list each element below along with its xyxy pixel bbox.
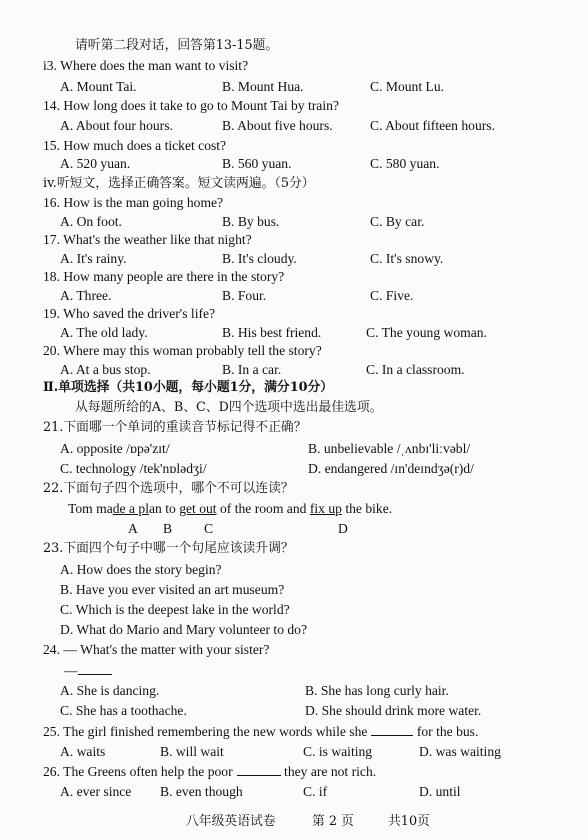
option-d: D. endangered /ɪn'deɪndʒə(r)d/ xyxy=(308,461,474,476)
sentence-part: the bike. xyxy=(341,501,393,516)
option-b: B. She has long curly hair. xyxy=(305,683,449,698)
option-a: A. She is dancing. xyxy=(60,683,160,698)
footer-page: 第 2 页 xyxy=(312,814,354,829)
option-d: D. What do Mario and Mary volunteer to do? xyxy=(60,622,308,637)
answer-blank xyxy=(237,763,281,776)
option-c: C. The young woman. xyxy=(366,325,487,340)
option-c: C. In a classroom. xyxy=(366,362,465,377)
option-b: B. unbelievable /ˌʌnbɪ'liːvəbl/ xyxy=(308,441,471,456)
question-19-stem: 19. Who saved the driver's life? xyxy=(43,306,216,321)
question-13-stem: i3. Where does the man want to visit? xyxy=(43,58,249,73)
option-c: C. if xyxy=(303,784,328,799)
section-ii-heading: Ⅱ.单项选择（共10小题，每小题1分，满分10分） xyxy=(43,380,334,395)
question-24-stem: 24. — What's the matter with your sister? xyxy=(43,642,270,657)
sentence-part: Tom ma xyxy=(68,501,113,516)
sentence-part: an to xyxy=(148,501,180,516)
reply-dash: — xyxy=(64,663,78,678)
option-a: A. The old lady. xyxy=(60,325,148,340)
option-b: B. Four. xyxy=(222,288,267,303)
option-b: B. will wait xyxy=(160,744,224,759)
option-c: C. By car. xyxy=(370,214,425,229)
option-c: C. It's snowy. xyxy=(370,251,444,266)
label-d: D xyxy=(338,521,348,536)
option-a: A. About four hours. xyxy=(60,118,173,133)
question-23-stem: 23.下面四个句子中哪一个句尾应该读升调？ xyxy=(43,541,294,556)
label-b: B xyxy=(163,521,173,536)
label-a: A xyxy=(128,521,138,536)
option-c: C. She has a toothache. xyxy=(60,703,187,718)
option-b: B. By bus. xyxy=(222,214,280,229)
option-c: C. Five. xyxy=(370,288,414,303)
question-16-stem: 16. How is the man going home? xyxy=(43,195,224,210)
option-b: B. Have you ever visited an art museum? xyxy=(60,582,285,597)
option-a: A. Mount Tai. xyxy=(60,79,137,94)
footer-title: 八年级英语试卷 xyxy=(186,814,276,829)
option-a: A. 520 yuan. xyxy=(60,156,131,171)
option-a: A. ever since xyxy=(60,784,132,799)
question-24-reply xyxy=(64,662,112,679)
option-a: A. Three. xyxy=(60,288,112,303)
stem-text: 25. The girl finished remembering the new words while she xyxy=(43,724,368,739)
section-iv-heading: iv.听短文，选择正确答案。短文读两遍。（5分） xyxy=(43,176,315,191)
option-c: C. Mount Lu. xyxy=(370,79,445,94)
option-a: A. On foot. xyxy=(60,214,122,229)
stem-text: they are not rich. xyxy=(280,764,377,779)
option-c: C. 580 yuan. xyxy=(370,156,440,171)
question-18-stem: 18. How many people are there in the story? xyxy=(43,269,285,284)
question-20-stem: 20. Where may this woman probably tell the story? xyxy=(43,343,322,358)
link-c: get out xyxy=(179,501,217,516)
section-ii-instruction: 从每题所给的A、B、C、D四个选项中选出最佳选项。 xyxy=(75,400,383,415)
sentence-part: of the room and xyxy=(216,501,310,516)
option-c: C. is waiting xyxy=(303,744,373,759)
option-c: C. About fifteen hours. xyxy=(370,118,495,133)
page-footer xyxy=(0,810,588,830)
label-c: C xyxy=(204,521,214,536)
stem-text: 26. The Greens often help the poor xyxy=(43,764,233,779)
question-17-stem: 17. What's the weather like that night? xyxy=(43,232,252,247)
option-b: B. 560 yuan. xyxy=(222,156,292,171)
option-a: A. It's rainy. xyxy=(60,251,127,266)
option-a: A. opposite /ɒpə'zɪt/ xyxy=(60,441,170,456)
option-b: B. His best friend. xyxy=(222,325,322,340)
option-b: B. In a car. xyxy=(222,362,282,377)
question-15-stem: 15. How much does a ticket cost? xyxy=(43,138,227,153)
option-a: A. At a bus stop. xyxy=(60,362,151,377)
option-a: A. How does the story begin? xyxy=(60,562,222,577)
option-b: B. About five hours. xyxy=(222,118,333,133)
question-25-stem xyxy=(43,723,478,740)
link-d: fix up xyxy=(309,501,342,516)
option-c: C. technology /tek'nɒlədʒi/ xyxy=(60,461,207,476)
option-c: C. Which is the deepest lake in the world? xyxy=(60,602,290,617)
link-a: de a pl xyxy=(112,501,149,516)
option-b: B. even though xyxy=(160,784,243,799)
footer-total: 共10页 xyxy=(388,814,430,829)
answer-blank xyxy=(78,662,112,675)
stem-text: for the bus. xyxy=(413,724,479,739)
section-intro: 请听第二段对话，回答第13-15题。 xyxy=(75,38,279,53)
question-22-sentence xyxy=(68,500,392,517)
option-b: B. It's cloudy. xyxy=(222,251,297,266)
option-d: D. was waiting xyxy=(419,744,501,759)
option-b: B. Mount Hua. xyxy=(222,79,304,94)
answer-blank xyxy=(371,723,413,736)
question-26-stem xyxy=(43,763,376,780)
option-d: D. She should drink more water. xyxy=(305,703,482,718)
option-a: A. waits xyxy=(60,744,106,759)
question-21-stem: 21.下面哪一个单词的重读音节标记得不正确？ xyxy=(43,420,307,435)
question-14-stem: 14. How long does it take to go to Mount Tai by train? xyxy=(43,98,339,113)
option-d: D. until xyxy=(419,784,461,799)
question-22-stem: 22.下面句子四个选项中，哪个不可以连读？ xyxy=(43,481,294,496)
